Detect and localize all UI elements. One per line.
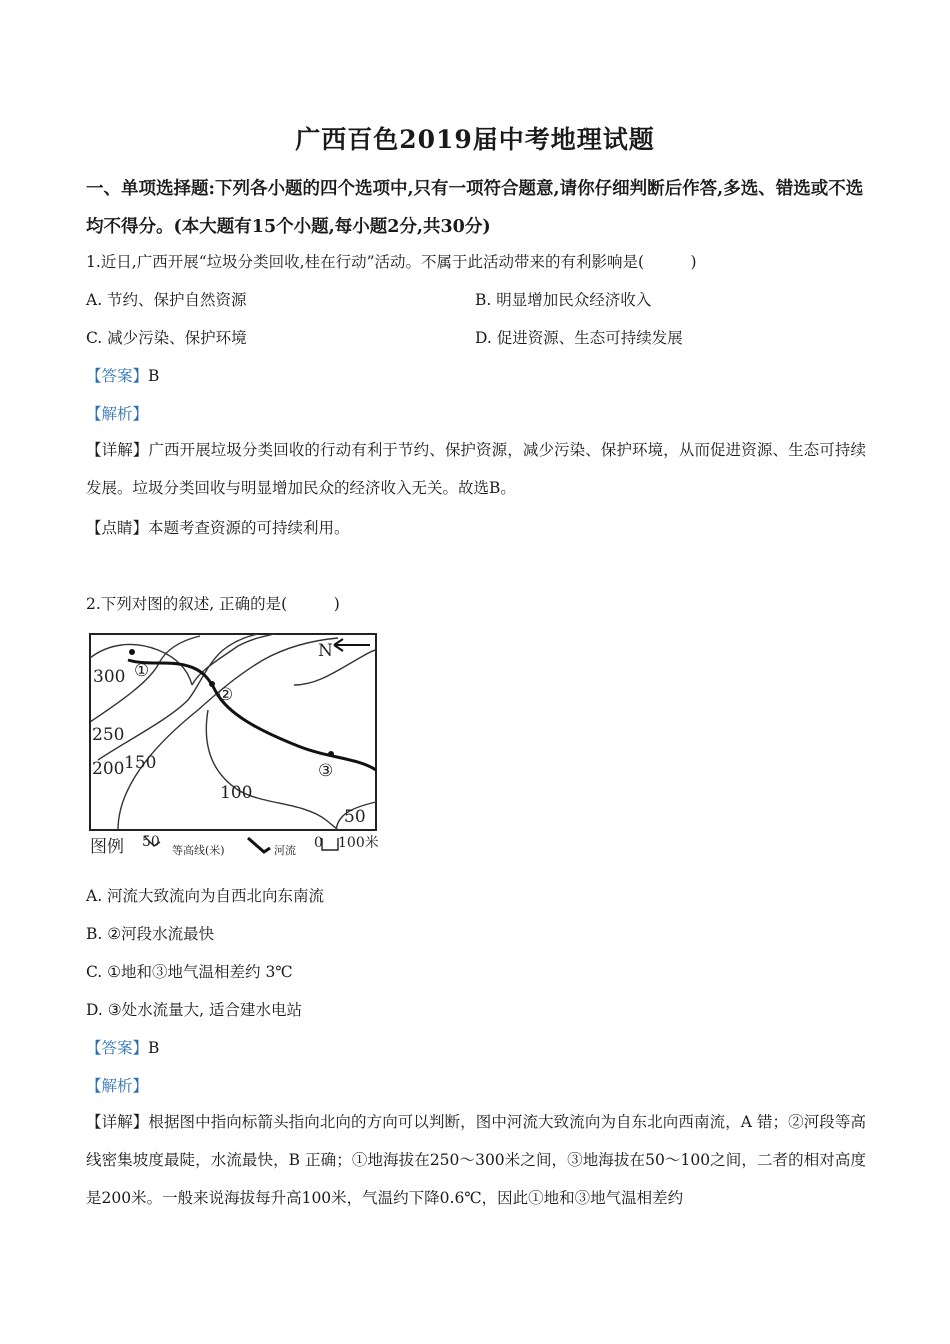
analysis-tag: 【解析】 [86,405,149,423]
q1-comment [86,516,350,538]
legend-river-text: 河流 [274,844,296,857]
detail-text: 广西开展垃圾分类回收的行动有利于节约、保护资源，减少污染、保护环境，从而促进资源、生态可持续发展。垃圾分类回收与明显增加民众的经济收入无关。故选B。 [86,441,866,497]
detail-text: 根据图中指向标箭头指向北向的方向可以判断，图中河流大致流向为自东北向西南流，A 错；②河段等高线密集坡度最陡，水流最快，B 正确；①地海拔在250～300米之间，③地海拔在50～100之间，二者的相对高度是200米。一般来说海拔每升高100米，气温约下降0.6℃，因此①地和③地气温相差约 [86,1113,866,1207]
page-title: 广西百色2019届中考地理试题 [295,125,655,154]
q2-answer [86,1036,159,1058]
contour-label-50: 50 [344,807,366,827]
q1-analysis-tag [86,402,148,424]
q1-answer [86,364,159,386]
legend-label: 图例 [90,837,124,857]
contour-label-250: 250 [92,725,125,745]
contour-label-200: 200 [92,759,125,779]
q2-analysis-tag [86,1074,148,1096]
q1-option-d: D. 促进资源、生态可持续发展 [475,329,683,347]
comment-tag: 【点睛】 [86,519,149,537]
contour-label-300: 300 [93,667,126,687]
q2-option-d: D. ③处水流量大, 适合建水电站 [86,1001,302,1019]
contour-map-figure [88,630,388,860]
scale-bar-icon [322,838,338,850]
point-1-dot [129,649,135,655]
contour-upper-right [294,650,376,685]
q1-option-b: B. 明显增加民众经济收入 [475,291,652,309]
point-3-dot [328,751,334,757]
comment-text: 本题考查资源的可持续利用。 [148,519,350,537]
legend-contour-text: 等高线(米) [172,844,225,857]
detail-tag: 【详解】 [86,1113,149,1131]
section-heading: 一、单项选择题:下列各小题的四个选项中,只有一项符合题意,请你仔细判断后作答,多选、错选或不选均不得分。(本大题有15个小题,每小题2分,共30分) [86,179,864,237]
q1-option-a: A. 节约、保护自然资源 [86,291,247,309]
q2-stem: 2.下列对图的叙述, 正确的是( ) [86,595,340,613]
point-2-label: ② [218,685,234,705]
q1-stem: 1.近日,广西开展“垃圾分类回收,桂在行动”活动。不属于此活动带来的有利影响是( ) [86,253,697,271]
q1-detail [86,431,866,507]
contour-label-150: 150 [124,753,157,773]
contour-map [88,630,388,860]
answer-tag: 【答案】 [86,1039,149,1057]
north-label: N [318,641,333,661]
legend-contour-value: 50 [142,834,160,850]
q2-detail [86,1103,866,1217]
answer-tag: 【答案】 [86,367,149,385]
legend-river-icon [248,838,270,852]
scale-text: 100米 [338,835,379,851]
q2-option-b: B. ②河段水流最快 [86,925,215,943]
answer-value: B [148,367,160,385]
q2-option-c: C. ①地和③地气温相差约 3℃ [86,963,293,981]
scale-zero: 0 [314,835,323,851]
contour-250-b [192,634,274,685]
river [128,660,376,770]
q2-option-a: A. 河流大致流向为自西北向东南流 [86,887,325,905]
point-2-dot [209,681,215,687]
analysis-tag: 【解析】 [86,1077,149,1095]
point-1-label: ① [134,661,150,681]
detail-tag: 【详解】 [86,441,149,459]
contour-label-100: 100 [220,783,253,803]
answer-value: B [148,1039,160,1057]
q1-option-c: C. 减少污染、保护环境 [86,329,247,347]
point-3-label: ③ [318,761,334,781]
